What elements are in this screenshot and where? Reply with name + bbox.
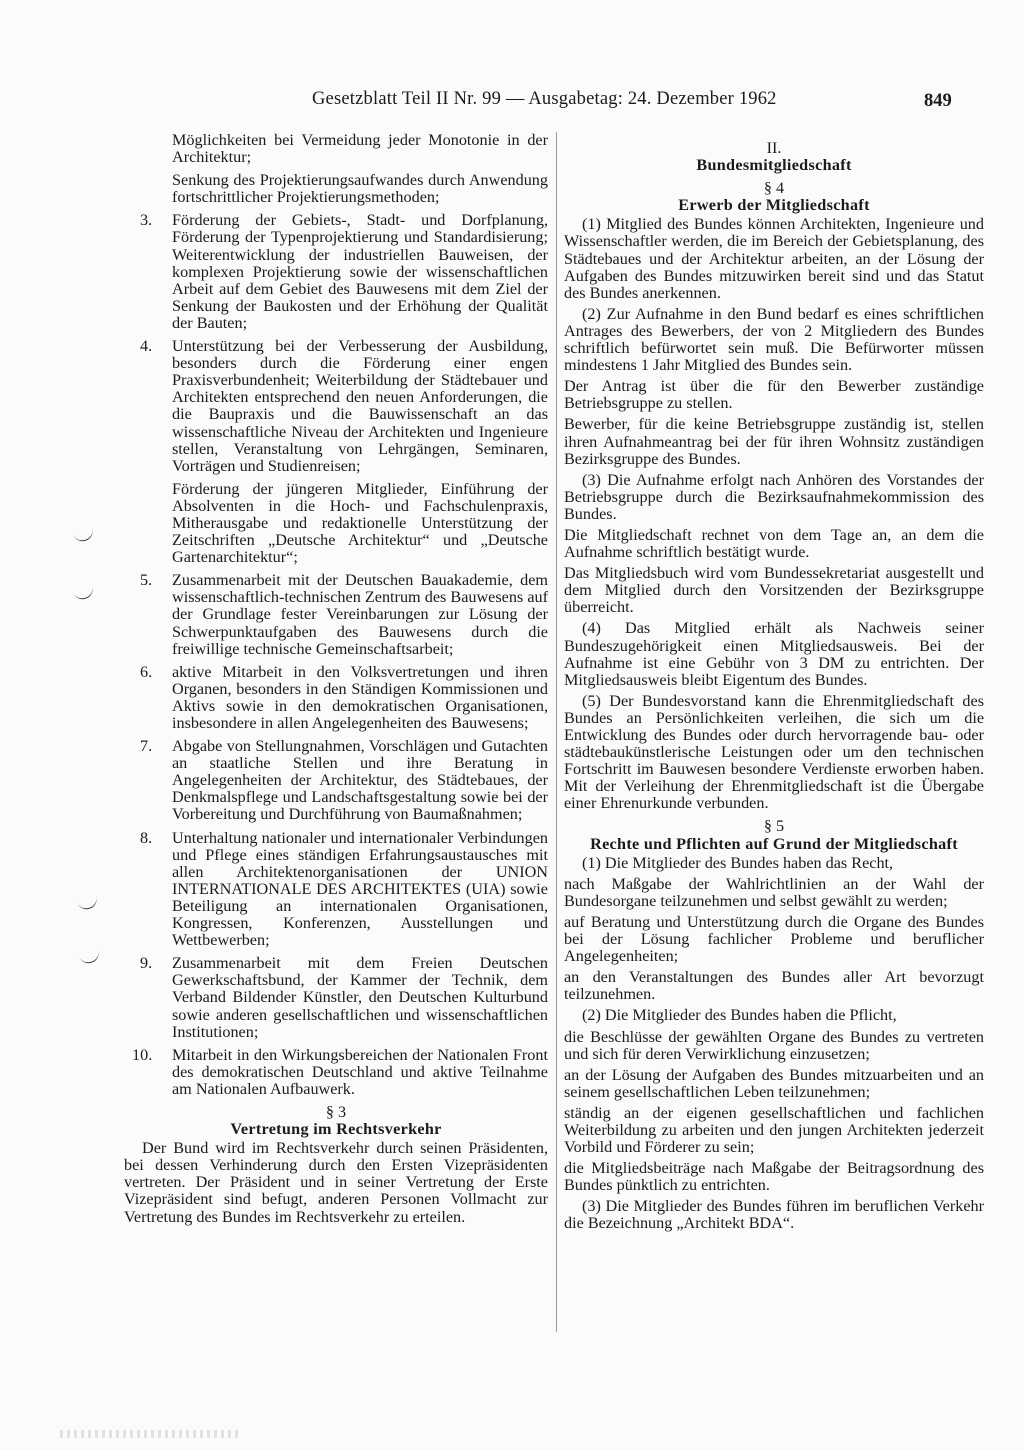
paragraph: (1) Mitglied des Bundes können Architekten, Ingenieure und Wissenschaftler werden, die im Bereich der Gebietsplanung, des Städtebaues und der Architektur arbeiten, an der Lösung der Aufgaben des Bundes mitzuwirken bereit sind und das Statut des Bundes anerkennen. [564, 215, 984, 302]
section-title: Erwerb der Mitgliedschaft [678, 196, 870, 215]
paragraph: die Beschlüsse der gewählten Organe des Bundes zu vertreten und sich für deren Verwirklichung einzusetzen; [564, 1027, 984, 1063]
list-item [124, 481, 548, 566]
paragraph: (5) Der Bundesvorstand kann die Ehrenmitgliedschaft des Bundes an Persönlichkeiten verleihen, die sich um die Entwicklung des Bundes oder durch hervorragende bau- oder städtebaukünstlerische Leistungen oder um den technischen Fortschritt im Bauwesen besondere Verdienste erworben haben. Mit der Verleihung der Ehrenmitgliedschaft ist die Übergabe einer Ehrenurkunde verbunden. [564, 691, 984, 813]
paragraph: nach Maßgabe der Wahlrichtlinien an der Wahl der Bundesorgane teilzunehmen und selbst gewählt zu werden; [564, 874, 984, 910]
list-item [124, 1047, 548, 1098]
page-header: Gesetzblatt Teil II Nr. 99 — Ausgabetag: 24. Dezember 1962 [312, 89, 777, 109]
paragraph: Senkung des Projektierungsaufwandes durch Anwendung fortschrittlicher Projektierungsmethoden; [172, 171, 548, 207]
paragraph: Der Antrag ist über die für den Bewerber zuständige Betriebsgruppe zu stellen. [564, 377, 984, 413]
part-number: II. [766, 139, 782, 157]
paragraph: an den Veranstaltungen des Bundes aller Art bevorzugt teilzunehmen. [564, 968, 984, 1004]
paragraph: die Mitgliedsbeiträge nach Maßgabe der Beitragsordnung des Bundes pünktlich zu entrichten. [564, 1159, 984, 1195]
column-divider [556, 132, 557, 1332]
left-column [124, 132, 548, 1230]
paragraph: (3) Die Mitglieder des Bundes führen im beruflichen Verkehr die Bezeichnung „Architekt BDA“. [564, 1197, 984, 1233]
item-number: 7. [140, 737, 153, 756]
margin-check-mark [79, 949, 101, 966]
list-item [124, 212, 548, 332]
item-text: Zusammenarbeit mit der Deutschen Bauakademie, dem wissenschaftlich-technischen Zentrum des Bauwesens auf der Grundlage fester Vereinbarungen zur Lösung der Schwerpunktaufgaben des Bauwesens durch die freiwillige technische Gemeinschaftsarbeit; [172, 571, 548, 658]
paragraph: (2) Die Mitglieder des Bundes haben die Pflicht, [582, 1006, 897, 1025]
item-number: 6. [140, 662, 153, 681]
margin-check-mark [73, 527, 95, 544]
item-text: Unterstützung bei der Verbesserung der Ausbildung, besonders durch die Förderung einer engen Praxisverbundenheit; Weiterbildung der Städtebauer und Architekten entsprechend den neuen Anforderungen, die die Baupraxis und die Bauwissenschaft an das wissenschaftliche Niveau der Architekten und Ingenieure stellen, Veranstaltung von Lehrgängen, Seminaren, Vorträgen und Studienreisen; [172, 337, 548, 475]
list-item [124, 338, 548, 475]
item-number: 3. [140, 211, 153, 230]
paragraph: (1) Die Mitglieder des Bundes haben das Recht, [582, 853, 894, 872]
item-text: Förderung der jüngeren Mitglieder, Einführung der Absolventen in die Hoch- und Fachschulenpraxis, Mitherausgabe und redaktionelle Unterstützung der Zeitschriften „Deutsche Architektur“ und „Deutsche Gartenarchitektur“; [172, 479, 548, 567]
right-column [564, 132, 984, 1237]
item-text: aktive Mitarbeit in den Volksvertretungen und ihren Organen, besonders in den Ständigen Kommissionen und Aktivs sowie in den demokratischen Organisationen, insbesondere in allen Angelegenheiten des Bauwesens; [172, 662, 548, 732]
section-title: Rechte und Pflichten auf Grund der Mitgliedschaft [590, 834, 958, 853]
item-text: Mitarbeit in den Wirkungsbereichen der Nationalen Front des demokratischen Deutschland und aktive Teilnahme am Nationalen Aufbauwerk. [172, 1045, 548, 1098]
margin-check-mark [77, 895, 99, 912]
page-number: 849 [924, 91, 952, 111]
paragraph: an der Lösung der Aufgaben des Bundes mitzuarbeiten und an seinem gesellschaftlichen Leben teilzunehmen; [564, 1065, 984, 1101]
scan-artifact [60, 1430, 240, 1438]
item-text: Unterhaltung nationaler und internationaler Verbindungen und Pflege eines ständigen Erfahrungsaustausches mit allen Architektenorganisationen der UNION INTERNATIONALE DES ARCHITEKTES (UIA) sowie Beteiligung an internationalen Organisationen, Kongressen, Konferenzen, Ausstellungen und Wettbewerben; [172, 828, 548, 950]
item-number: 8. [140, 828, 153, 847]
section-number: § 5 [763, 817, 785, 836]
item-number: 5. [140, 571, 153, 590]
paragraph: Möglichkeiten bei Vermeidung jeder Monotonie in der Architektur; [172, 131, 548, 167]
section-number: § 4 [763, 179, 785, 198]
section-title: Vertretung im Rechtsverkehr [230, 1120, 442, 1139]
paragraph: Bewerber, für die keine Betriebsgruppe zuständig ist, stellen ihren Aufnahmeantrag bei der für ihren Wohnsitz zuständigen Bezirksgruppe des Bundes. [564, 415, 984, 468]
paragraph: auf Beratung und Unterstützung durch die Organe des Bundes bei der Lösung fachlicher Probleme und beruflicher Angelegenheiten; [564, 912, 984, 966]
part-title: Bundesmitgliedschaft [696, 156, 852, 175]
list-item [124, 830, 548, 950]
paragraph: Die Mitgliedschaft rechnet von dem Tage an, an dem die Aufnahme schriftlich bestätigt wurde. [564, 525, 984, 562]
paragraph: (2) Zur Aufnahme in den Bund bedarf es eines schriftlichen Antrages des Bewerbers, der von 2 Mitgliedern des Bundes schriftlich befürwortet sein muß. Die Befürworter müssen mindestens 1 Jahr Mitglied des Bundes sein. [564, 304, 984, 375]
item-number: 9. [140, 954, 153, 973]
list-item [124, 955, 548, 1040]
item-text: Förderung der Gebiets-, Stadt- und Dorfplanung, Förderung der Typenprojektierung und Standardisierung; Weiterentwicklung der industriellen Bauweisen, der komplexen Projektierung sowie der wissenschaftlichen Arbeit auf dem Gebiet des Bauwesens mit dem Ziel der Senkung der Baukosten und der Erhöhung der Qualität der Bauten; [172, 211, 548, 332]
paragraph: (3) Die Aufnahme erfolgt nach Anhören des Vorstandes der Betriebsgruppe durch die Bezirksaufnahmekommission des Bundes. [564, 470, 984, 523]
paragraph: ständig an der eigenen gesellschaftlichen und fachlichen Weiterbildung zu arbeiten und den jungen Architekten jederzeit Vorbild und Förderer zu sein; [564, 1103, 984, 1157]
margin-check-mark [73, 585, 95, 602]
paragraph: Das Mitgliedsbuch wird vom Bundessekretariat ausgestellt und dem Mitglied durch den Vorsitzenden der Bezirksgruppe überreicht. [564, 564, 984, 617]
list-item [124, 572, 548, 657]
item-number: 4. [140, 337, 153, 356]
list-item [124, 664, 548, 732]
item-text: Zusammenarbeit mit dem Freien Deutschen Gewerkschaftsbund, der Kammer der Technik, dem Verband Bildender Künstler, den Deutschen Kulturbund sowie anderen gesellschaftlichen und wissenschaftlichen Institutionen; [172, 954, 548, 1041]
item-number: 10. [132, 1045, 153, 1064]
paragraph: Der Bund wird im Rechtsverkehr durch seinen Präsidenten, bei dessen Verhinderung durch den Ersten Vizepräsidenten vertreten. Der Präsident und in seiner Vertretung der Erste Vizepräsident sind befugt, anderen Personen Vollmacht zur Vertretung des Bundes im Rechtsverkehr zu erteilen. [124, 1139, 548, 1226]
section-number: § 3 [325, 1102, 347, 1121]
item-text: Abgabe von Stellungnahmen, Vorschlägen und Gutachten an staatliche Stellen und ihre Beratung in Angelegenheiten der Architektur, des Städtebaues, der Denkmalspflege und Landschaftsgestaltung sowie bei der Vorbereitung und Durchführung von Baumaßnahmen; [172, 737, 548, 824]
list-item [124, 738, 548, 823]
paragraph: (4) Das Mitglied erhält als Nachweis seiner Bundeszugehörigkeit einen Mitgliedsausweis. Bei der Aufnahme ist eine Gebühr von 3 DM zu entrichten. Der Mitgliedsausweis bleibt Eigentum des Bundes. [564, 619, 984, 689]
